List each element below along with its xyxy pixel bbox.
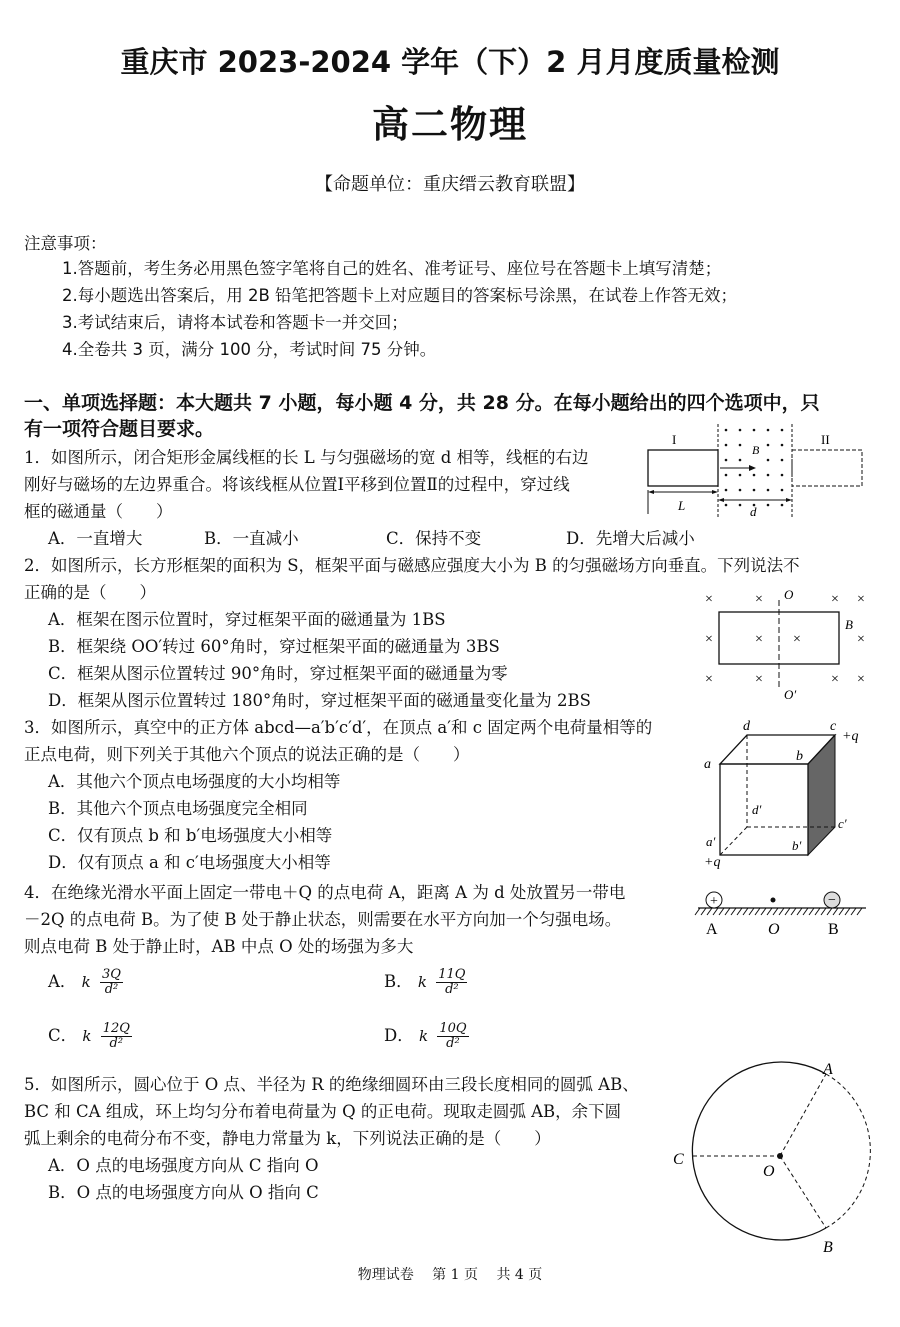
ground-hatch [737,908,742,915]
field-dot [753,429,756,432]
q3-cube-figure [700,712,875,872]
note-item: 1.答题前，考生务必用黑色签字笔将自己的姓名、准考证号、座位号在答题卡上填写清楚； [62,259,722,278]
q1-stem: 刚好与磁场的左边界重合。将该线框从位置Ⅰ平移到位置Ⅱ的过程中，穿过线 [24,475,570,494]
section-heading: 一、单项选择题：本大题共 7 小题，每小题 4 分，共 28 分。在每小题给出的四个选项中，只 [24,392,820,414]
q3-stem: 3．如图所示，真空中的正方体 abcd—a′b′c′d′，在顶点 a′和 c 固定两个电荷量相等的 [24,718,653,737]
field-dot [725,429,728,432]
q5-stem: 5．如图所示，圆心位于 O 点、半径为 R 的绝缘细圆环由三段长度相同的圆弧 AB、 [24,1075,639,1094]
q3-stem: 正点电荷，则下列关于其他六个顶点的说法正确的是（ ） [24,745,470,764]
q1-option-b: B．一直减小 [204,529,299,548]
option-fraction [100,968,123,997]
q3-vertex-c: c [830,719,837,734]
ground-hatch [833,908,838,915]
q1-fig-label-2: II [821,432,830,447]
option-letter: B． [384,972,413,991]
q2-stem: 2．如图所示，长方形框架的面积为 S，框架平面与磁感应强度大小为 B 的匀强磁场方向垂直。下列说法不 [24,556,800,575]
q3-vertex-a-prime: a′ [706,834,716,849]
q3-vertex-d: d [743,719,750,734]
field-dot [767,504,770,507]
q1-stem: 1．如图所示，闭合矩形金属线框的长 L 与匀强磁场的宽 d 相等，线框的右边 [24,448,589,467]
q1-fig-label-1: I [672,432,677,447]
q2-option-c: C．框架从图示位置转过 90°角时，穿过框架平面的磁通量为零 [48,664,508,683]
q2-option-b: B．框架绕 OO′转过 60°角时，穿过框架平面的磁通量为 3BS [48,637,500,656]
field-cross: × [831,592,839,607]
ground-hatch [767,908,772,915]
ground-hatch [845,908,850,915]
ground-hatch [695,908,700,915]
field-dot [767,459,770,462]
field-dot [781,429,784,432]
section-heading-cont: 有一项符合题目要求。 [24,418,215,440]
q1-fig-b: B [752,443,760,457]
q3-vertex-d-prime: d′ [752,802,762,817]
option-fraction [101,1022,132,1051]
ground-hatch [761,908,766,915]
field-dot [739,489,742,492]
fraction-num: 11Q [438,967,466,982]
ground-hatch [725,908,730,915]
q1-fig-l: L [678,498,686,513]
q1-fig-d: d [750,504,757,519]
field-cross: × [755,672,763,687]
fraction-den: d² [445,982,459,997]
q4-label-a: A [706,921,718,938]
exam-title: 重庆市 2023-2024 学年（下）2 月月度质量检测 [120,45,780,79]
note-item: 2.每小题选出答案后，用 2B 铅笔把答题卡上对应题目的答案标号涂黑，在试卷上作答无效； [62,286,738,305]
q5-label-o: O [763,1163,775,1180]
q4-option-d [384,1022,469,1051]
field-cross: × [705,632,713,647]
ground-hatch [743,908,748,915]
q4-stem: 4．在绝缘光滑水平面上固定一带电＋Q 的点电荷 A，距离 A 为 d 处放置另一带电 [24,883,626,902]
field-dot [781,504,784,507]
q4-figure [690,882,875,940]
option-letter: A． [48,972,77,991]
q2-fig-o: O [784,587,794,602]
ground-hatch [779,908,784,915]
field-dot [725,459,728,462]
page-footer: 物理试卷 第 1 页 共 4 页 [357,1267,543,1283]
ground-hatch [785,908,790,915]
q5-figure [665,1058,880,1258]
field-dot [781,474,784,477]
ground-hatch [839,908,844,915]
q3-option-d: D．仅有顶点 a 和 c′电场强度大小相等 [48,853,331,872]
field-cross: × [857,592,865,607]
q4-minus: − [828,893,836,908]
q3-vertex-a: a [704,757,711,772]
field-cross: × [705,672,713,687]
q2-fig-b: B [845,617,853,632]
q3-charge-a-prime: +q [704,855,721,870]
q4-option-b [384,968,467,997]
ground-hatch [791,908,796,915]
q1-stem: 框的磁通量（ ） [24,502,173,521]
q1-figure [640,422,875,522]
option-k: k [418,1027,429,1045]
field-cross: × [793,632,801,647]
ground-hatch [803,908,808,915]
q5-stem: 弧上剩余的电荷分布不变，静电力常量为 k，下列说法正确的是（ ） [24,1129,551,1148]
fraction-num: 10Q [439,1021,467,1036]
q5-label-c: C [673,1151,684,1168]
q4-stem: 则点电荷 B 处于静止时，AB 中点 O 处的场强为多大 [24,937,414,956]
ground-hatch [827,908,832,915]
fraction-num: 12Q [102,1021,130,1036]
field-dot [767,429,770,432]
q5-label-b: B [823,1239,833,1256]
fraction-den: d² [446,1036,460,1051]
field-dot [725,504,728,507]
ground-hatch [707,908,712,915]
q3-option-a: A．其他六个顶点电场强度的大小均相等 [48,772,341,791]
option-fraction [437,1022,468,1051]
q3-option-b: B．其他六个顶点电场强度完全相同 [48,799,308,818]
field-dot [767,474,770,477]
notes-heading: 注意事项： [24,234,107,253]
note-item: 3.考试结束后，请将本试卷和答题卡一并交回； [62,313,408,332]
q2-fig-o-prime: O′ [784,687,797,702]
field-cross: × [857,672,865,687]
q3-option-c: C．仅有顶点 b 和 b′电场强度大小相等 [48,826,333,845]
ground-hatch [731,908,736,915]
field-dot [753,489,756,492]
option-k: k [81,973,91,991]
field-cross: × [831,672,839,687]
option-k: k [82,1027,92,1045]
ground-hatch [815,908,820,915]
q3-vertex-c-prime: c′ [838,816,847,831]
ground-hatch [755,908,760,915]
option-k: k [417,973,427,991]
ground-hatch [773,908,778,915]
q2-option-a: A．框架在图示位置时，穿过框架平面的磁通量为 1BS [48,610,446,629]
fraction-den: d² [109,1036,124,1051]
ground-hatch [857,908,862,915]
q4-option-c [48,1022,132,1051]
q5-option-b: B．O 点的电场强度方向从 O 指向 C [48,1183,319,1202]
ground-hatch [809,908,814,915]
q3-vertex-b: b [796,749,803,764]
field-dot [781,489,784,492]
q4-option-a [48,968,123,997]
field-dot [753,474,756,477]
field-dot [767,489,770,492]
author-unit: 【命题单位：重庆缙云教育联盟】 [315,174,585,195]
q1-option-c: C．保持不变 [386,529,482,548]
option-fraction [436,968,467,997]
ground-hatch [701,908,706,915]
field-cross: × [705,592,713,607]
field-dot [767,444,770,447]
ground-hatch [851,908,856,915]
q4-plus: + [710,894,718,909]
field-dot [739,459,742,462]
q4-stem: －2Q 的点电荷 B。为了使 B 处于静止状态，则需要在水平方向加一个匀强电场。 [24,910,622,929]
field-dot [739,504,742,507]
q2-figure [695,585,875,703]
q2-stem: 正确的是（ ） [24,583,156,602]
field-dot [739,444,742,447]
ground-hatch [821,908,826,915]
field-dot [781,444,784,447]
q3-vertex-b-prime: b′ [792,838,802,853]
ground-hatch [797,908,802,915]
option-letter: D． [384,1026,414,1045]
field-dot [739,429,742,432]
fraction-den: d² [104,982,119,997]
q2-option-d: D．框架从图示位置转过 180°角时，穿过框架平面的磁通量变化量为 2BS [48,691,591,710]
field-dot [739,474,742,477]
ground-hatch [749,908,754,915]
q5-option-a: A．O 点的电场强度方向从 C 指向 O [48,1156,319,1175]
fraction-num: 3Q [102,967,121,982]
field-cross: × [755,632,763,647]
note-item: 4.全卷共 3 页，满分 100 分，考试时间 75 分钟。 [62,340,437,359]
ground-hatch [719,908,724,915]
q5-label-a: A [823,1061,833,1078]
field-dot [781,459,784,462]
q1-option-d: D．先增大后减小 [566,529,695,548]
field-dot [725,474,728,477]
field-dot [725,444,728,447]
field-dot [725,489,728,492]
q3-charge-c: +q [842,729,859,744]
q1-option-a: A．一直增大 [48,529,143,548]
q4-label-b: B [828,921,839,938]
q5-stem: BC 和 CA 组成，环上均匀分布着电荷量为 Q 的正电荷。现取走圆弧 AB，余下圆 [24,1102,622,1121]
subject-title: 高二物理 [372,103,528,146]
ground-hatch [713,908,718,915]
option-letter: C． [48,1026,78,1045]
q4-label-o: O [768,921,780,938]
field-cross: × [857,632,865,647]
field-cross: × [755,592,763,607]
